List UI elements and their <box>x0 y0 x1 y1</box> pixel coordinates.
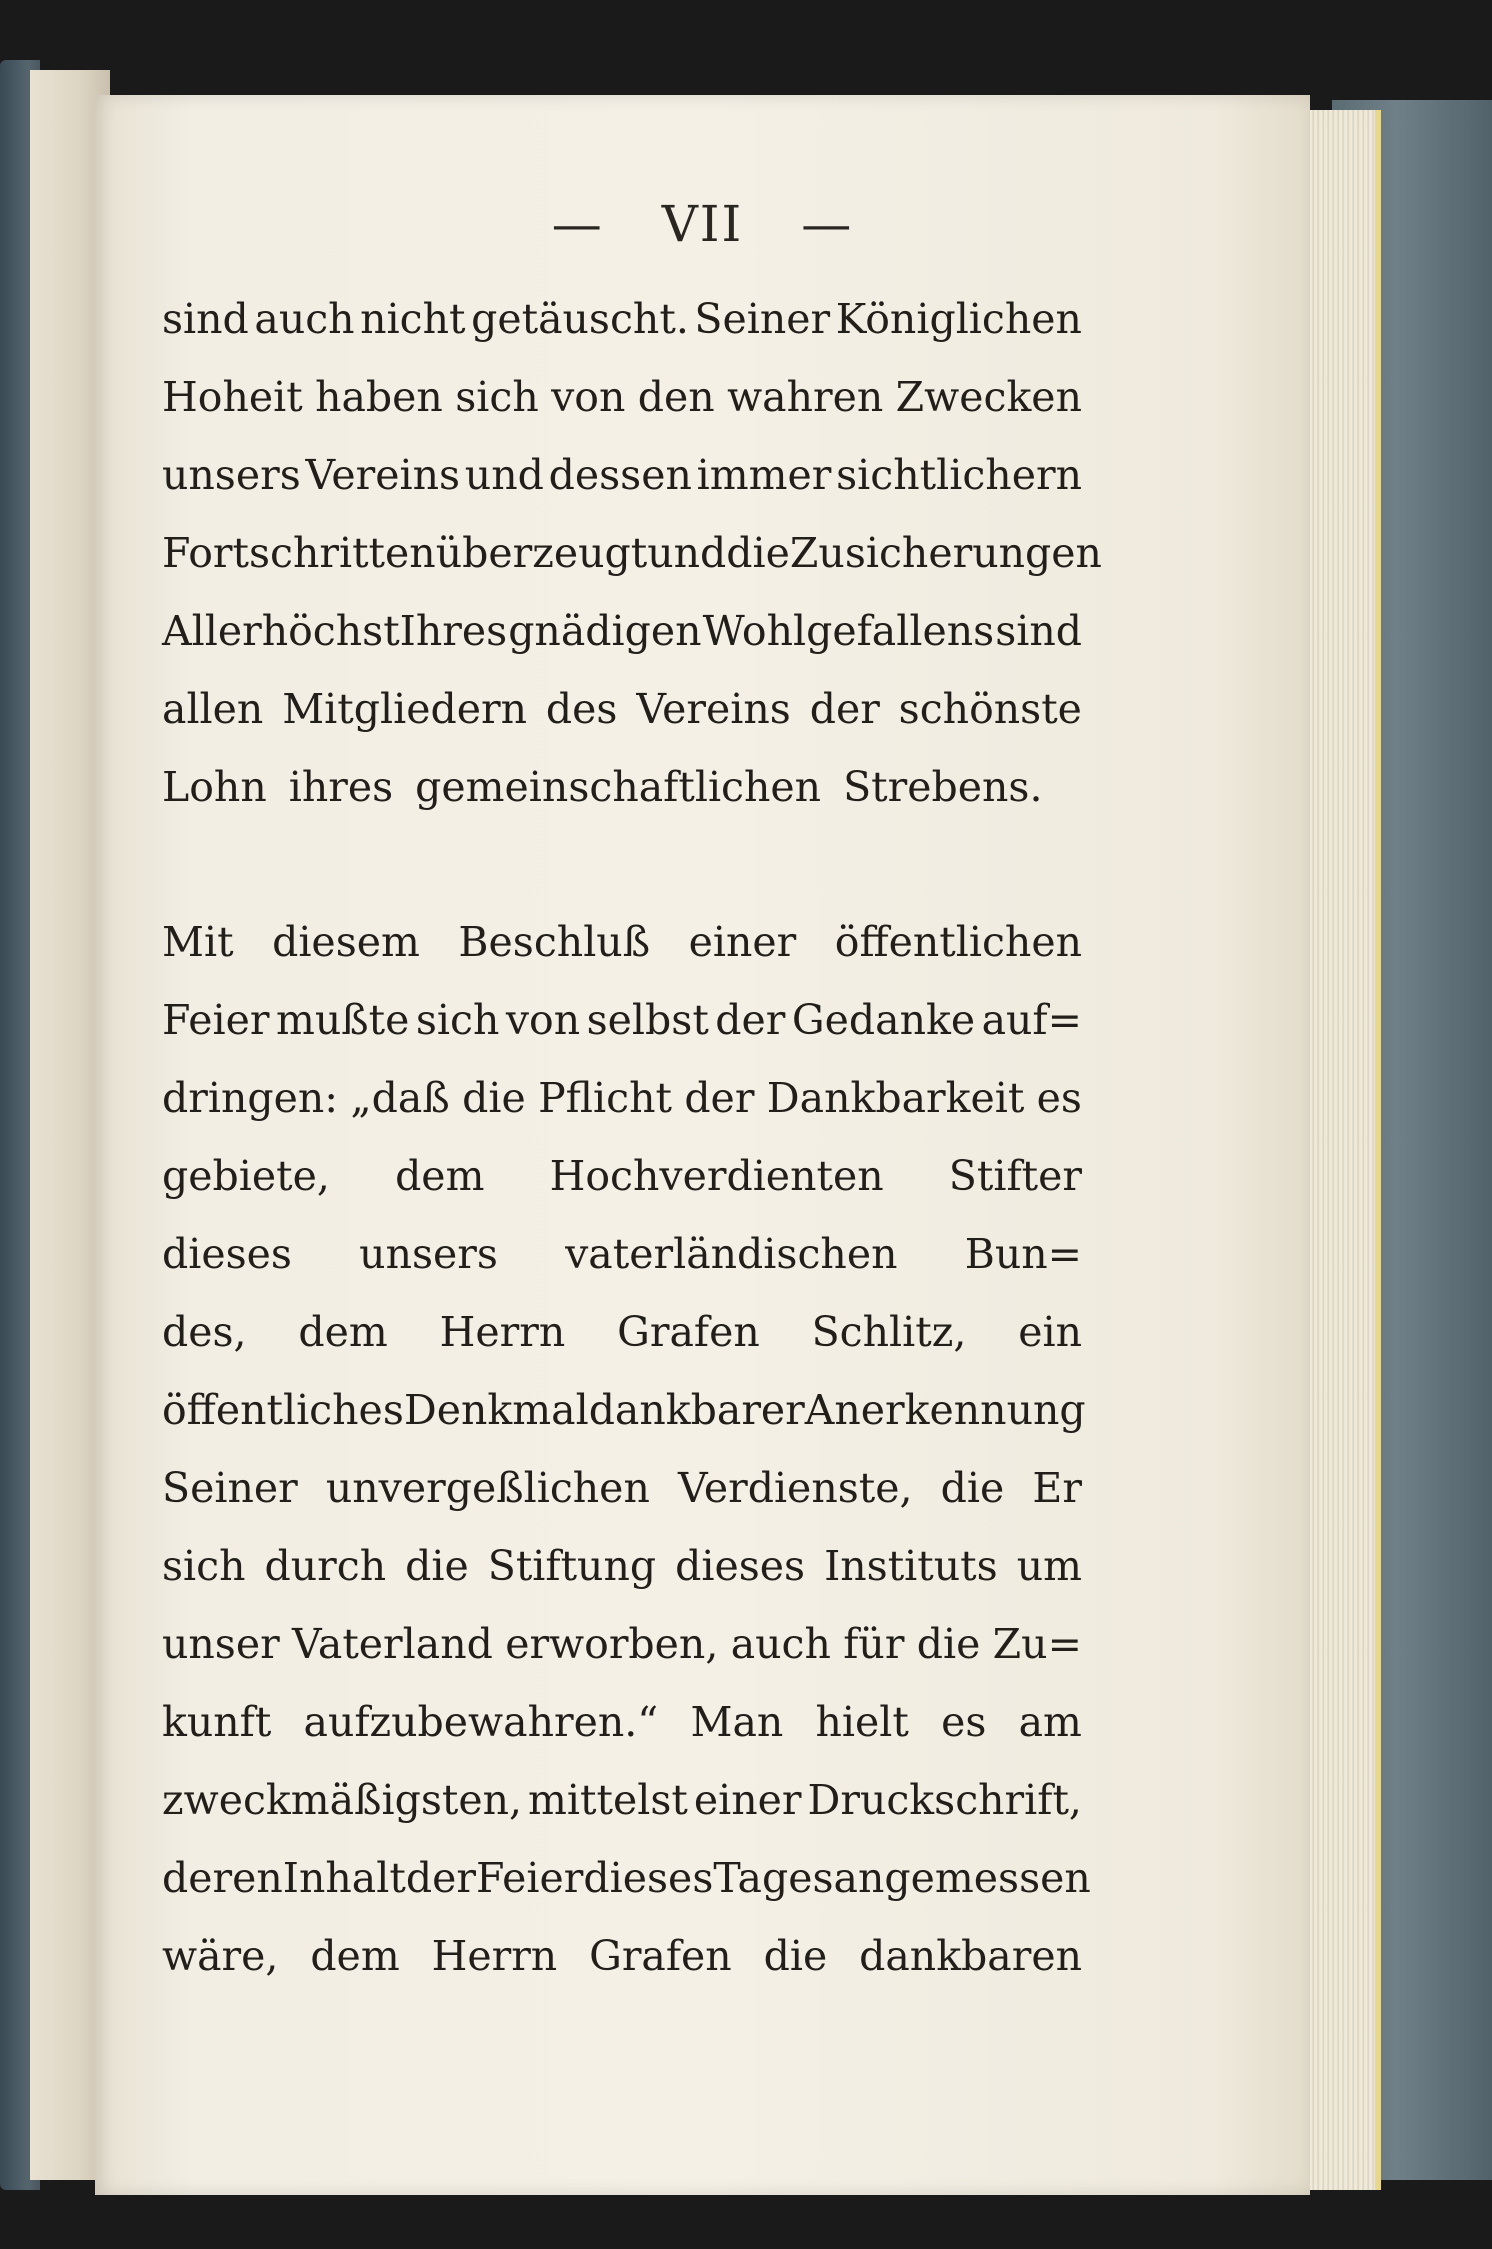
text-line <box>162 1605 1082 1683</box>
word: öffentliches <box>162 1386 404 1434</box>
word: Er <box>1032 1464 1082 1512</box>
text-line <box>162 1293 1082 1371</box>
header-dash-right: — <box>801 195 854 253</box>
word: sich <box>455 373 539 421</box>
text-line <box>162 1761 1082 1839</box>
word: am <box>1018 1698 1082 1746</box>
word: sich <box>415 996 500 1044</box>
word: um <box>1016 1542 1082 1590</box>
word: dieses <box>162 1230 292 1278</box>
word: von <box>505 996 581 1044</box>
word: die <box>916 1620 981 1668</box>
text-line <box>162 592 1082 670</box>
word: Feier <box>162 996 270 1044</box>
word: Stifter <box>948 1152 1082 1200</box>
page-header <box>95 195 1310 253</box>
word: dieses <box>675 1542 806 1590</box>
word: Herrn <box>431 1932 558 1980</box>
word: dem <box>298 1308 388 1356</box>
word: Fortschritten <box>162 529 436 577</box>
word: diesem <box>272 918 420 966</box>
word: selbst <box>586 996 709 1044</box>
word: angemessen <box>833 1854 1091 1902</box>
word: haben <box>315 373 443 421</box>
paragraph-gap <box>162 826 1082 903</box>
word: sich <box>162 1542 246 1590</box>
word: Verdienste, <box>677 1464 913 1512</box>
word: die <box>763 1932 828 1980</box>
page-number: VII <box>661 195 744 253</box>
word: Gedanke <box>791 996 976 1044</box>
word: Anerkennung <box>804 1386 1086 1434</box>
word: die <box>940 1464 1005 1512</box>
text-line <box>162 1683 1082 1761</box>
word: es <box>941 1698 987 1746</box>
word: Vereins <box>636 685 791 733</box>
text-line <box>162 280 1082 358</box>
text-line <box>162 514 1102 592</box>
word: Hoheit <box>162 373 303 421</box>
word: auch <box>730 1620 831 1668</box>
word: unsers <box>162 451 301 499</box>
word: Herrn <box>439 1308 566 1356</box>
word: aufzubewahren.“ <box>303 1698 659 1746</box>
word: auch <box>254 295 355 343</box>
word: es <box>1036 1074 1082 1122</box>
word: Königlichen <box>835 295 1082 343</box>
word: Stiftung <box>487 1542 657 1590</box>
text-line <box>162 358 1082 436</box>
word: Hochverdienten <box>549 1152 884 1200</box>
word: Zwecken <box>895 373 1082 421</box>
word: Denkmal <box>403 1386 589 1434</box>
word: schönste <box>898 685 1082 733</box>
word: für <box>843 1620 905 1668</box>
word: einer <box>688 918 797 966</box>
word: Druckschrift, <box>807 1776 1082 1824</box>
word: Vaterland <box>292 1620 493 1668</box>
word: auf= <box>981 996 1082 1044</box>
word: AllerhöchstIhres <box>162 607 508 655</box>
word: gnädigen <box>508 607 702 655</box>
word: Vereins <box>305 451 461 499</box>
word: erworben, <box>505 1620 719 1668</box>
word: Dankbarkeit <box>766 1074 1025 1122</box>
word: von <box>551 373 626 421</box>
text-line <box>162 903 1082 981</box>
text-line <box>162 981 1082 1059</box>
word: Feier <box>475 1854 584 1902</box>
word: Inhalt <box>282 1854 406 1902</box>
word: einer <box>693 1776 802 1824</box>
text-line <box>162 436 1082 514</box>
word: die <box>405 1542 469 1590</box>
word: dankbaren <box>859 1932 1082 1980</box>
word: nicht <box>360 295 466 343</box>
word: unvergeßlichen <box>325 1464 650 1512</box>
word: allen <box>162 685 264 733</box>
word: mußte <box>275 996 410 1044</box>
word: den <box>637 373 715 421</box>
body-text <box>162 280 1102 1995</box>
book-page <box>95 95 1310 2195</box>
word: des <box>545 685 618 733</box>
text-line <box>162 1839 1091 1917</box>
word: Beschluß <box>458 918 651 966</box>
word: dem <box>310 1932 400 1980</box>
word: dieses <box>583 1854 714 1902</box>
word: dankbarer <box>588 1386 805 1434</box>
word: Mitgliedern <box>282 685 528 733</box>
text-line <box>162 1917 1082 1995</box>
word: vaterländischen <box>565 1230 898 1278</box>
header-dash-left: — <box>551 195 604 253</box>
word: und <box>647 529 727 577</box>
word: Wohlgefallens <box>702 607 995 655</box>
word: kunft <box>162 1698 272 1746</box>
text-line <box>162 1137 1082 1215</box>
text-line <box>162 1059 1082 1137</box>
text-line <box>162 748 1082 826</box>
word: Mit <box>162 918 234 966</box>
text-line <box>162 1371 1086 1449</box>
word: überzeugt <box>435 529 648 577</box>
word: Lohn <box>162 763 267 811</box>
word: die <box>726 529 790 577</box>
word: Tages <box>713 1854 834 1902</box>
word: der <box>405 1854 476 1902</box>
word: Schlitz, <box>811 1308 967 1356</box>
word: Seiner <box>694 295 831 343</box>
word: sind <box>162 295 249 343</box>
word: wäre, <box>162 1932 279 1980</box>
word: Pflicht <box>538 1074 672 1122</box>
word: dringen: <box>162 1074 339 1122</box>
word: sind <box>995 607 1082 655</box>
word: dem <box>395 1152 485 1200</box>
text-line <box>162 1527 1082 1605</box>
word: Bun= <box>964 1230 1082 1278</box>
word: zweckmäßigsten, <box>162 1776 523 1824</box>
word: wahren <box>727 373 884 421</box>
word: „daß <box>350 1074 450 1122</box>
word: der <box>684 1074 755 1122</box>
word: gemeinschaftlichen <box>415 763 822 811</box>
word: und <box>464 451 544 499</box>
text-line <box>162 670 1082 748</box>
word: Strebens. <box>843 763 1043 811</box>
word: unser <box>162 1620 280 1668</box>
word: öffentlichen <box>834 918 1082 966</box>
word: Zusicherungen <box>789 529 1102 577</box>
word: der <box>715 996 786 1044</box>
word: hielt <box>815 1698 909 1746</box>
word: gebiete, <box>162 1152 330 1200</box>
word: deren <box>162 1854 283 1902</box>
word: des, <box>162 1308 247 1356</box>
word: Grafen <box>617 1308 760 1356</box>
word: Zu= <box>992 1620 1082 1668</box>
word: dessen <box>548 451 692 499</box>
word: der <box>809 685 880 733</box>
word: Man <box>690 1698 784 1746</box>
word: durch <box>264 1542 387 1590</box>
text-line <box>162 1449 1082 1527</box>
word: sichtlichern <box>836 451 1082 499</box>
word: Seiner <box>162 1464 298 1512</box>
word: unsers <box>359 1230 498 1278</box>
word: getäuscht. <box>471 295 689 343</box>
word: Grafen <box>589 1932 732 1980</box>
word: ein <box>1018 1308 1082 1356</box>
word: die <box>462 1074 526 1122</box>
word: mittelst <box>528 1776 688 1824</box>
word: immer <box>696 451 832 499</box>
word: Instituts <box>824 1542 998 1590</box>
text-line <box>162 1215 1082 1293</box>
word: ihres <box>288 763 394 811</box>
